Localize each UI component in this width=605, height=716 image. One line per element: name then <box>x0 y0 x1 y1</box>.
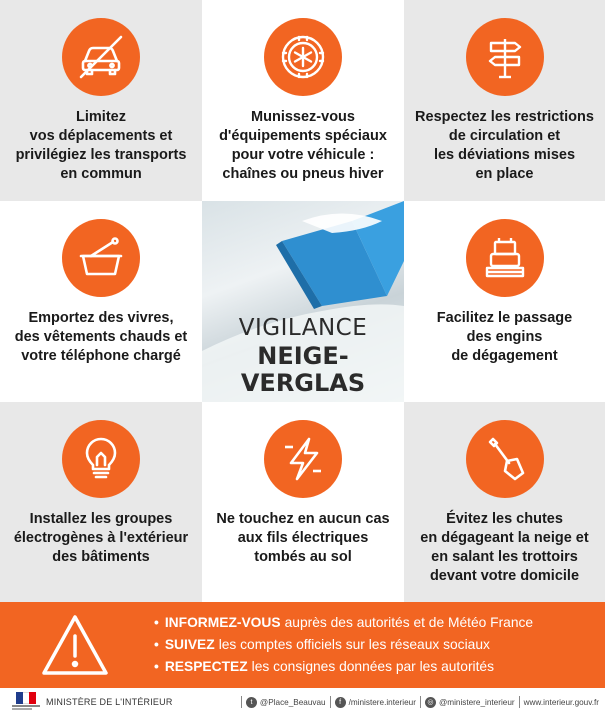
point-text: auprès des autorités et de Météo France <box>284 615 534 630</box>
tile-restrictions <box>404 0 605 201</box>
tile-text: Emportez des vivres, des vêtements chauds et votre téléphone chargé <box>14 310 188 364</box>
vigilance-title-line2: NEIGE- <box>257 342 349 370</box>
banner-points <box>154 612 533 678</box>
tile-generators <box>0 402 202 602</box>
republique-francaise-logo <box>12 692 40 712</box>
point-keyword: RESPECTEZ <box>164 659 248 674</box>
bullet: • <box>154 637 159 652</box>
divider <box>241 696 242 708</box>
vigilance-title-line3: VERGLAS <box>240 369 366 397</box>
tile-text: Respectez les restrictions de circulation et les déviations mises en place <box>415 109 594 182</box>
tile-text: Ne touchez en aucun cas aux fils électriques tombés au sol <box>216 511 390 565</box>
tile-falls <box>404 402 605 602</box>
twitter-icon: t <box>246 697 257 708</box>
signpost-icon <box>466 18 544 96</box>
instagram-link[interactable]: @ministere_interieur <box>438 697 515 707</box>
banner-point <box>154 656 533 678</box>
warning-triangle-icon <box>40 612 110 678</box>
vigilance-visual <box>202 201 404 402</box>
divider <box>330 696 331 708</box>
tire-snowflake-icon <box>264 18 342 96</box>
divider <box>519 696 520 708</box>
footer <box>0 688 605 716</box>
ministry-name: MINISTÈRE DE L'INTÉRIEUR <box>46 697 173 707</box>
basket-icon <box>62 219 140 297</box>
info-banner <box>0 602 605 688</box>
website-link[interactable]: www.interieur.gouv.fr <box>523 697 599 707</box>
tile-snowplow <box>404 201 605 402</box>
twitter-link[interactable]: @Place_Beauvau <box>259 697 326 707</box>
banner-point <box>154 612 533 634</box>
point-text: les consignes données par les autorités <box>251 659 495 674</box>
tile-text: Limitez vos déplacements et privilégiez les transports en commun <box>15 109 187 182</box>
tile-equipment <box>202 0 404 201</box>
facebook-icon: f <box>335 697 346 708</box>
social-links <box>237 696 599 708</box>
point-keyword: INFORMEZ-VOUS <box>164 615 281 630</box>
shovel-icon <box>466 420 544 498</box>
no-car-icon <box>62 18 140 96</box>
lightning-icon <box>264 420 342 498</box>
tile-text: Évitez les chutes en dégageant la neige et en salant les trottoirs devant votre domicile <box>420 511 589 584</box>
tile-limit-travel <box>0 0 202 201</box>
tile-text: Facilitez le passage des engins de dégagement <box>436 310 573 364</box>
banner-point <box>154 634 533 656</box>
tile-electric-wires <box>202 402 404 602</box>
snowplow-icon <box>466 219 544 297</box>
divider <box>420 696 421 708</box>
vigilance-title-line1: VIGILANCE <box>238 315 368 341</box>
tile-supplies <box>0 201 202 402</box>
bullet: • <box>154 615 159 630</box>
bullet: • <box>154 659 159 674</box>
instagram-icon: ◎ <box>425 697 436 708</box>
point-keyword: SUIVEZ <box>164 637 215 652</box>
lightbulb-icon <box>62 420 140 498</box>
facebook-link[interactable]: /ministere.interieur <box>348 697 416 707</box>
tile-text: Munissez-vous d'équipements spéciaux pour votre véhicule : chaînes ou pneus hiver <box>219 109 387 182</box>
point-text: les comptes officiels sur les réseaux sociaux <box>218 637 490 652</box>
tile-text: Installez les groupes électrogènes à l'extérieur des bâtiments <box>13 511 189 565</box>
